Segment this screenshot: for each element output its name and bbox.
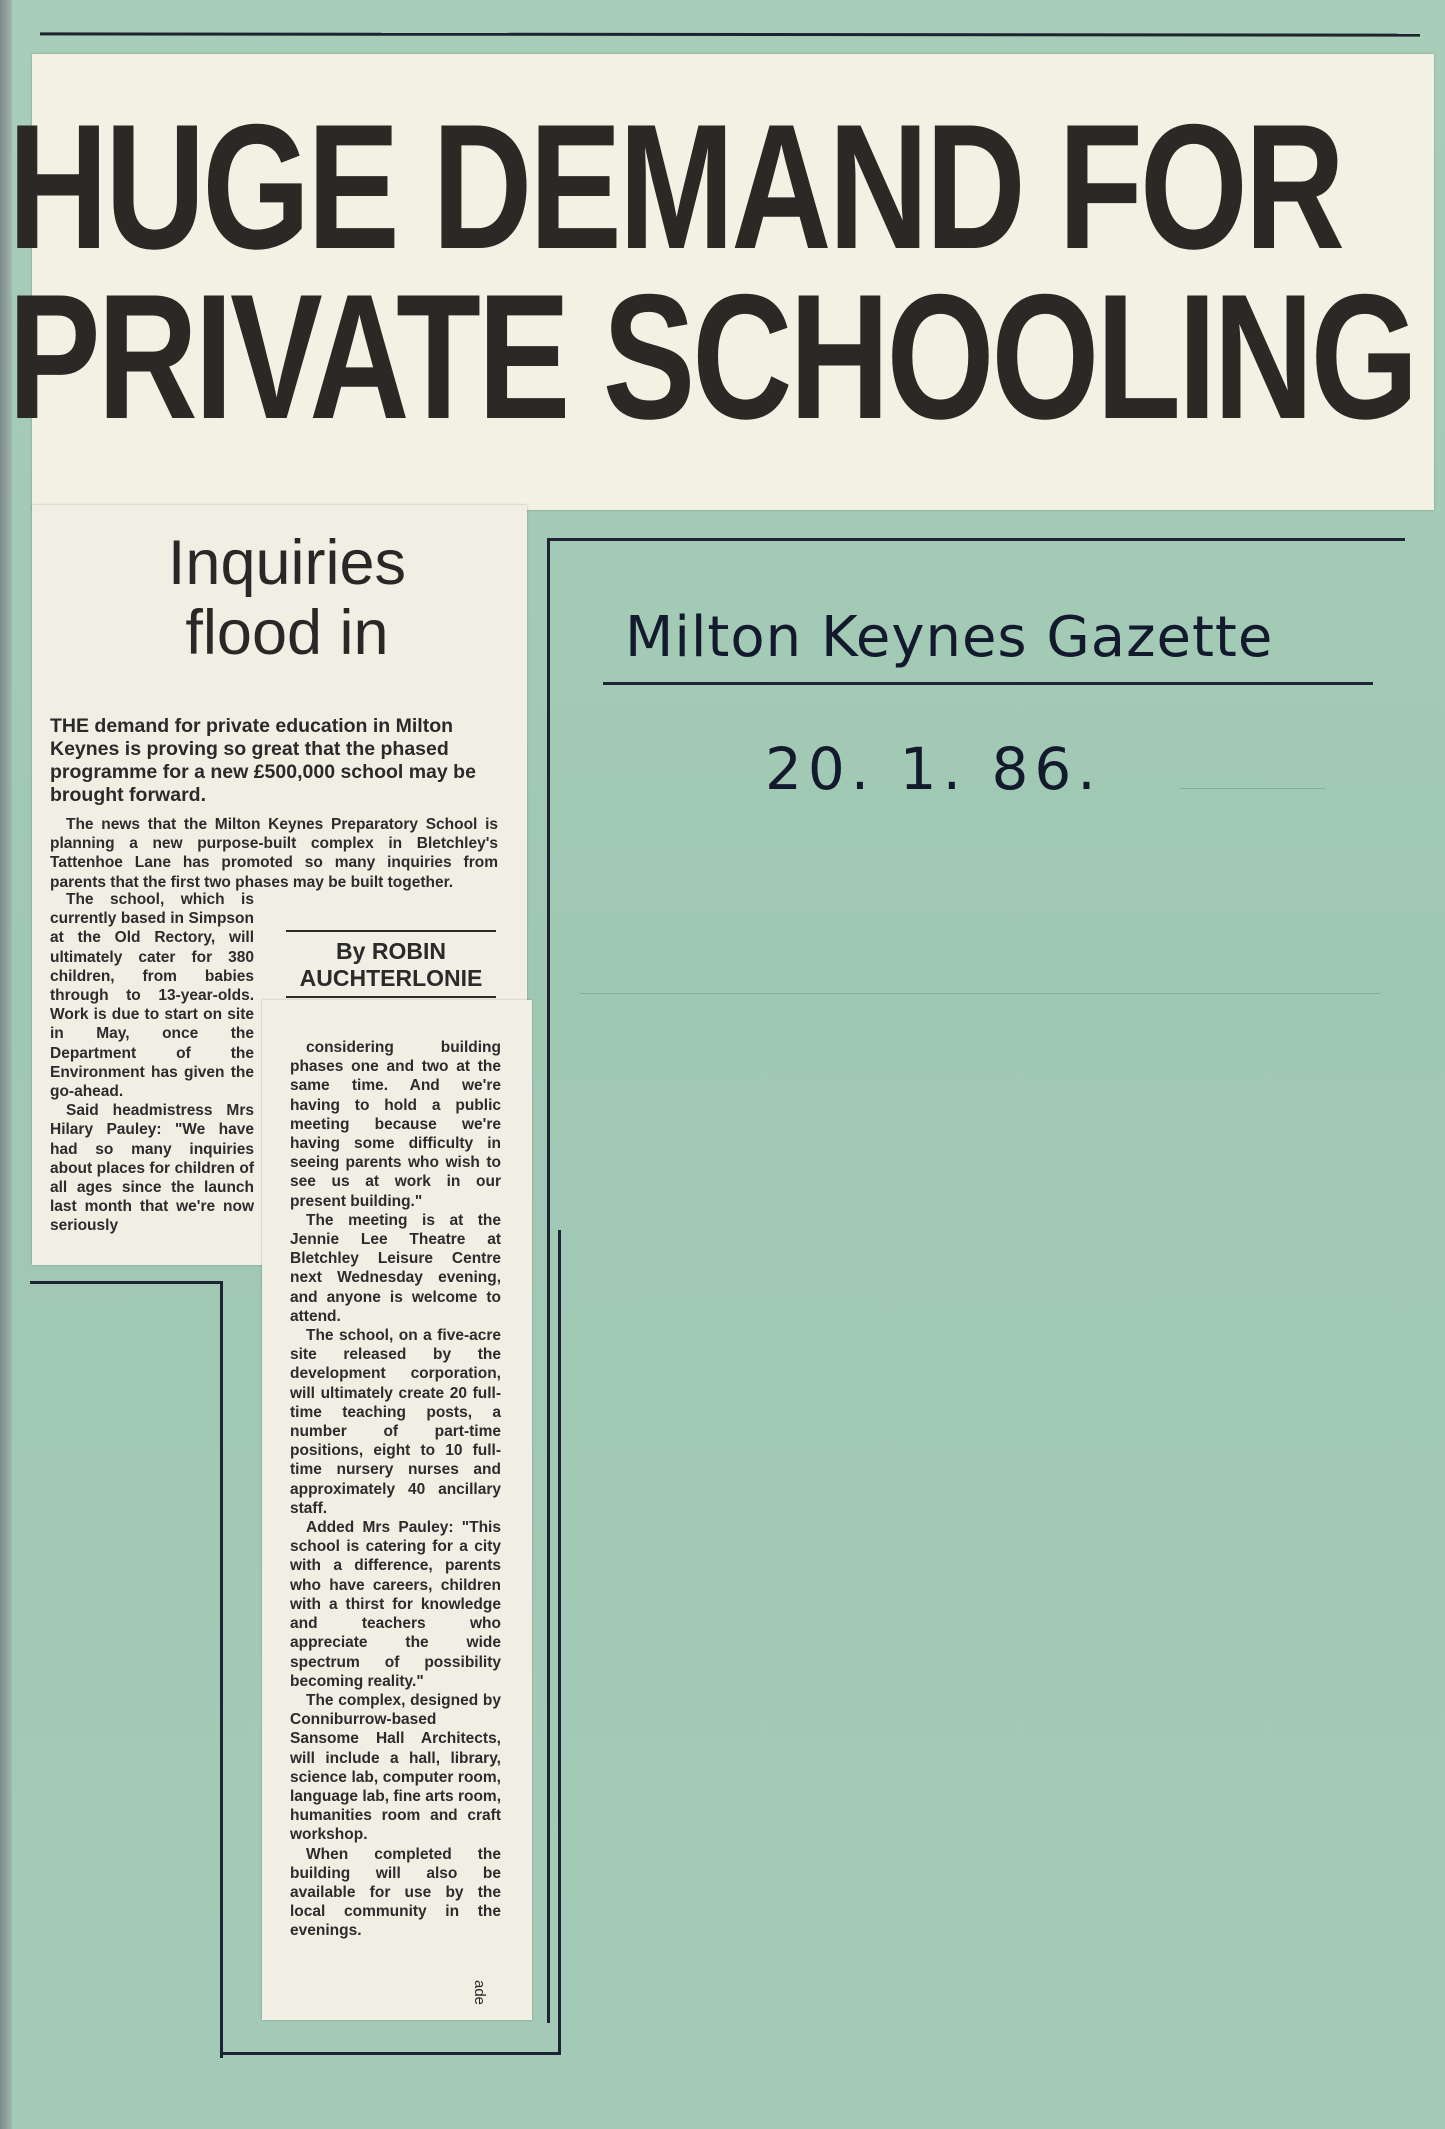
lead-paragraph: THE demand for private education in Milton Keynes is proving so great that the phased programme for a new £500,000 school may be brought forward. — [50, 715, 476, 806]
right-column-paragraph: The school, on a five-acre site released by the development corporation, will ultimately create 20 full-time teaching posts, a number of part-time positions, eight to 10 full-time nursery nurses and approximately 40 ancillary staff. — [290, 1327, 501, 1517]
headline-line-2: PRIVATE SCHOOLING — [8, 257, 1416, 456]
faint-pencil-line — [1180, 788, 1325, 789]
headline-line-1: HUGE DEMAND FOR — [8, 87, 1342, 286]
byline-line-1: By ROBIN — [336, 938, 446, 964]
left-column — [50, 890, 254, 1236]
right-column-paragraph: Added Mrs Pauley: "This school is catering for a city with a difference, parents who have careers, children with a thirst for knowledge and teachers who appreciate the wide spectrum of possibility becoming reality." — [290, 1519, 501, 1690]
subheadline-line-2: flood in — [185, 598, 389, 668]
clipped-side-text: ade — [471, 1980, 488, 2006]
subheadline — [127, 528, 447, 668]
ruled-frame-bottom — [220, 2052, 560, 2055]
body-paragraph-1: The news that the Milton Keynes Preparatory School is planning a new purpose-built complex in Bletchley's Tattenhoe Lane has promoted so many inquiries from parents that the first two phases may be built together. — [50, 816, 498, 891]
ruled-frame-left — [30, 1281, 223, 2058]
right-column-paragraph: considering building phases one and two at the same time. And we're having to hold a public meeting because we're having some difficulty in seeing parents who wish to see us at work in our present building." — [290, 1039, 501, 1210]
headline — [8, 87, 1416, 456]
right-column-paragraph: The meeting is at the Jennie Lee Theatre at Bletchley Leisure Centre next Wednesday evening, and anyone is welcome to attend. — [290, 1211, 501, 1325]
handwritten-date: 20. 1. 86. — [765, 735, 1102, 803]
handwritten-source: Milton Keynes Gazette — [625, 605, 1274, 670]
right-column-paragraph: When completed the building will also be available for use by the local community in the evenings. — [290, 1845, 501, 1940]
right-column-paragraph: The complex, designed by Conniburrow-based Sansome Hall Architects, will include a hall, library, science lab, computer room, language lab, fine arts room, humanities room and craft workshop. — [290, 1691, 502, 1844]
left-column-paragraph: Said headmistress Mrs Hilary Pauley: "We have had so many inquiries about places for children of all ages since the launch last month that we're now seriously — [50, 1102, 254, 1235]
subheadline-line-1: Inquiries — [167, 528, 407, 598]
right-column — [290, 1038, 501, 1941]
byline — [286, 930, 496, 998]
ruled-frame-connector — [558, 1230, 561, 2055]
handwritten-underline — [603, 682, 1373, 685]
left-column-paragraph: The school, which is currently based in Simpson at the Old Rectory, will ultimately cater for 380 children, from babies through to 13-year-olds. Work is due to start on site in May, once the Department of the Environment has given the go-ahead. — [50, 891, 254, 1101]
faint-pencil-line — [580, 993, 1380, 994]
byline-line-2: AUCHTERLONIE — [299, 965, 483, 991]
